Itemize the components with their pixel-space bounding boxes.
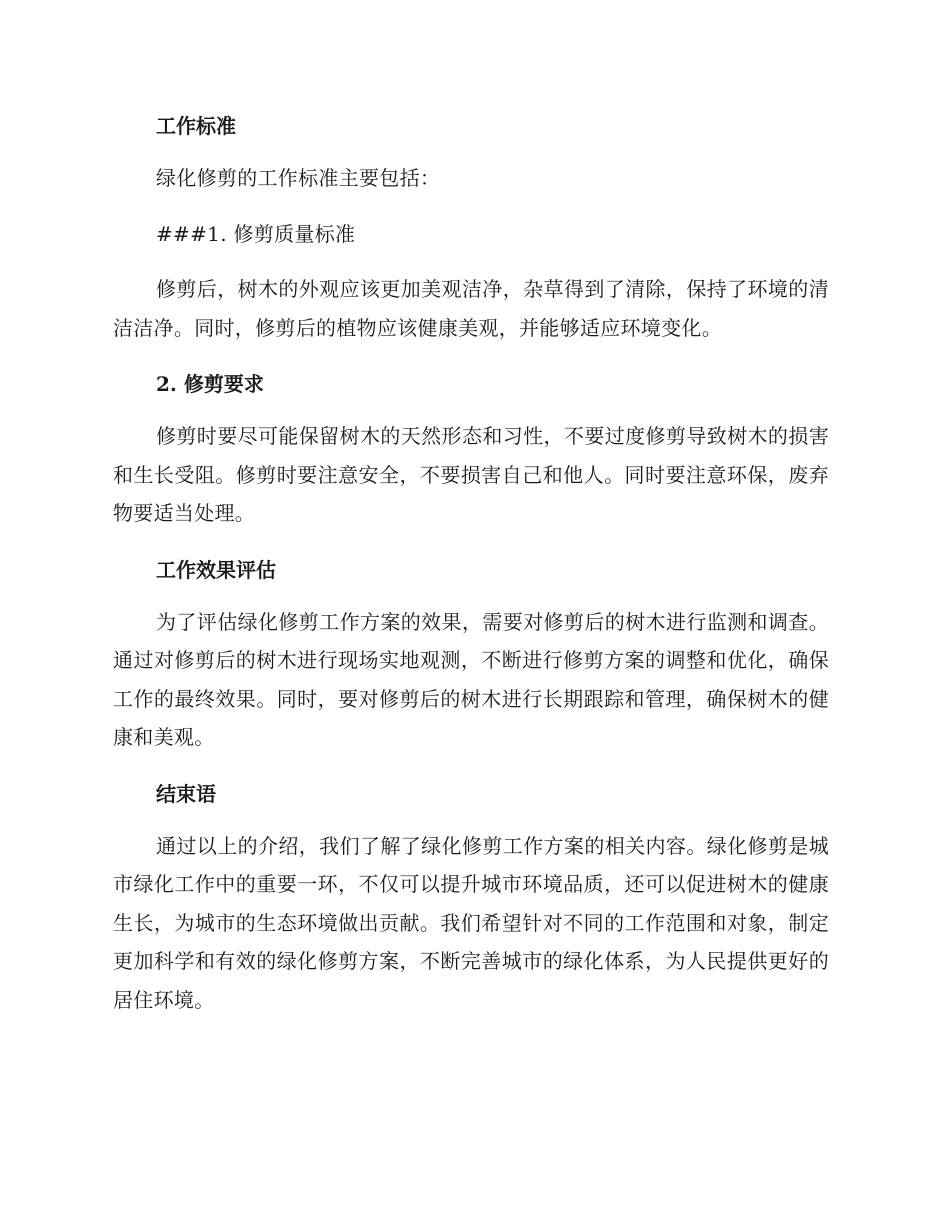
document-page xyxy=(113,106,829,1036)
work-standard-heading: 工作标准 xyxy=(156,114,236,138)
requirements-paragraph: 修剪时要尽可能保留树木的天然形态和习性，不要过度修剪导致树木的损害和生长受阻。修剪时要注意安全，不要损害自己和他人。同时要注意环保，废弃物要适当处理。 xyxy=(113,424,829,525)
quality-standard-heading: ###1. 修剪质量标准 xyxy=(156,221,356,246)
conclusion-heading: 结束语 xyxy=(156,781,216,806)
evaluation-heading: 工作效果评估 xyxy=(156,557,276,582)
quality-standard-paragraph: 修剪后，树木的外观应该更加美观洁净，杂草得到了清除，保持了环境的清洁洁净。同时，修剪后的植物应该健康美观，并能够适应环境变化。 xyxy=(113,277,829,340)
requirements-heading: 2. 修剪要求 xyxy=(156,372,264,396)
conclusion-paragraph: 通过以上的介绍，我们了解了绿化修剪工作方案的相关内容。绿化修剪是城市绿化工作中的重要一环，不仅可以提升城市环境品质，还可以促进树木的健康生长，为城市的生态环境做出贡献。我们希望针对不同的工作范围和对象，制定更加科学和有效的绿化修剪方案，不断完善城市的绿化体系，为人民提供更好的居住环境。 xyxy=(113,833,829,1012)
evaluation-paragraph: 为了评估绿化修剪工作方案的效果，需要对修剪后的树木进行监测和调查。通过对修剪后的树木进行现场实地观测，不断进行修剪方案的调整和优化，确保工作的最终效果。同时，要对修剪后的树木进行长期跟踪和管理，确保树木的健康和美观。 xyxy=(113,609,829,749)
work-standard-intro: 绿化修剪的工作标准主要包括： xyxy=(156,166,441,190)
